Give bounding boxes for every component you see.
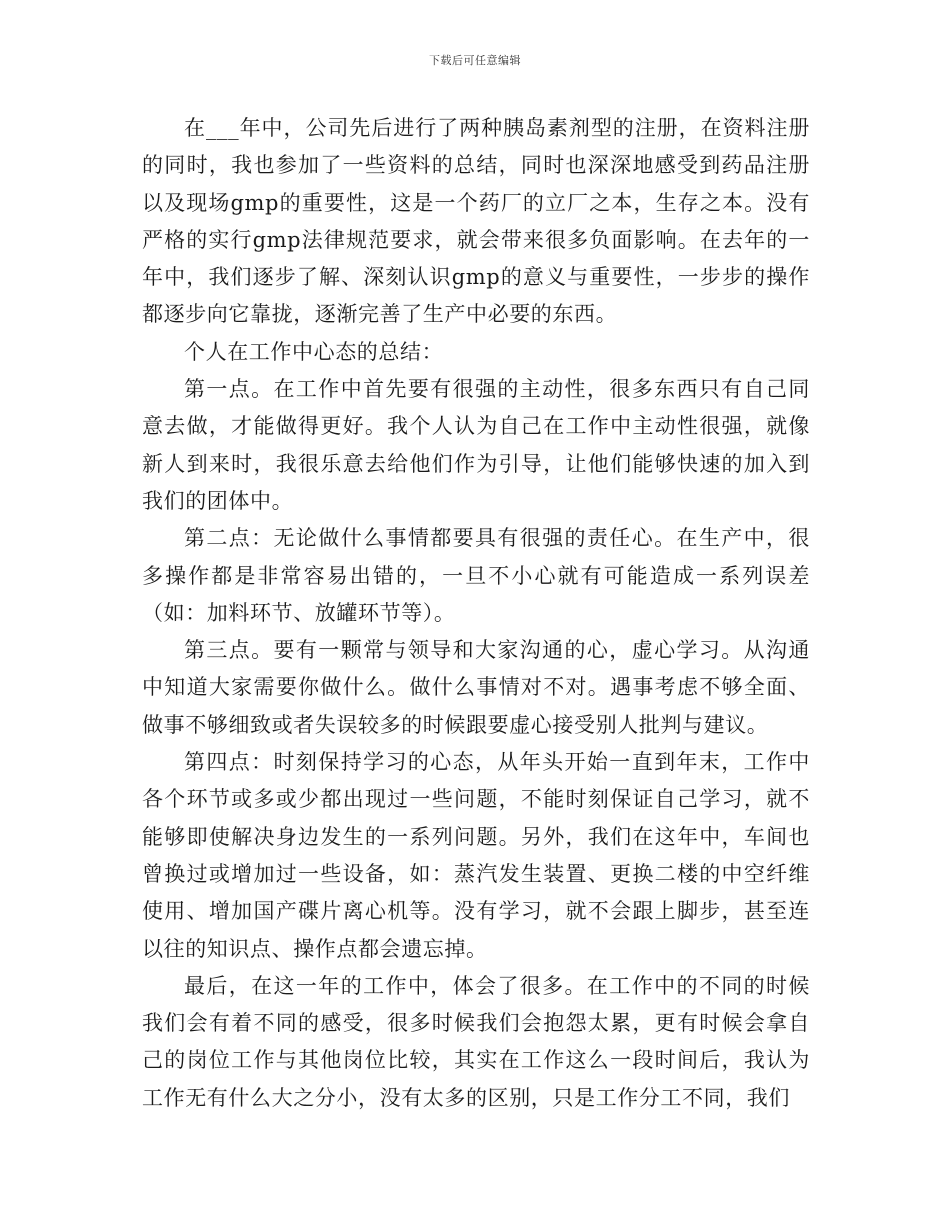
paragraph-point-three: 第三点。要有一颗常与领导和大家沟通的心，虚心学习。从沟通中知道大家需要你做什么。做什么事情对不对。遇事考虑不够全面、做事不够细致或者失误较多的时候跟要虚心接受别人批判与建议。 <box>142 638 810 737</box>
paragraph-gmp-registration: 在___年中，公司先后进行了两种胰岛素剂型的注册，在资料注册的同时，我也参加了一些资料的总结，同时也深深地感受到药品注册以及现场gmp的重要性，这是一个药厂的立厂之本，生存之本。没有严格的实行gmp法律规范要求，就会带来很多负面影响。在去年的一年中，我们逐步了解、深刻认识gmp的意义与重要性，一步步的操作都逐步向它靠拢，逐渐完善了生产中必要的东西。 <box>142 116 810 327</box>
document-body <box>142 110 810 1117</box>
paragraph-point-two: 第二点：无论做什么事情都要具有很强的责任心。在生产中，很多操作都是非常容易出错的，一旦不小心就有可能造成一系列误差（如：加料环节、放罐环节等）。 <box>142 526 810 625</box>
paragraph-point-one: 第一点。在工作中首先要有很强的主动性，很多东西只有自己同意去做，才能做得更好。我个人认为自己在工作中主动性很强，就像新人到来时，我很乐意去给他们作为引导，让他们能够快速的加入到我们的团体中。 <box>142 377 810 513</box>
paragraph-point-four: 第四点：时刻保持学习的心态，从年头开始一直到年末，工作中各个环节或多或少都出现过一些问题，不能时刻保证自己学习，就不能够即使解决身边发生的一系列问题。另外，我们在这年中，车间也曾换过或增加过一些设备，如：蒸汽发生装置、更换二楼的中空纤维使用、增加国产碟片离心机等。没有学习，就不会跟上脚步，甚至连以往的知识点、操作点都会遗忘掉。 <box>142 750 810 961</box>
paragraph-mindset-heading: 个人在工作中心态的总结： <box>184 339 444 364</box>
download-edit-note: 下载后可任意编辑 <box>429 54 521 67</box>
paragraph-conclusion: 最后，在这一年的工作中，体会了很多。在工作中的不同的时候我们会有着不同的感受，很多时候我们会抱怨太累，更有时候会拿自己的岗位工作与其他岗位比较，其实在工作这么一段时间后，我认为工作无有什么大之分小，没有太多的区别，只是工作分工不同，我们 <box>142 973 810 1110</box>
